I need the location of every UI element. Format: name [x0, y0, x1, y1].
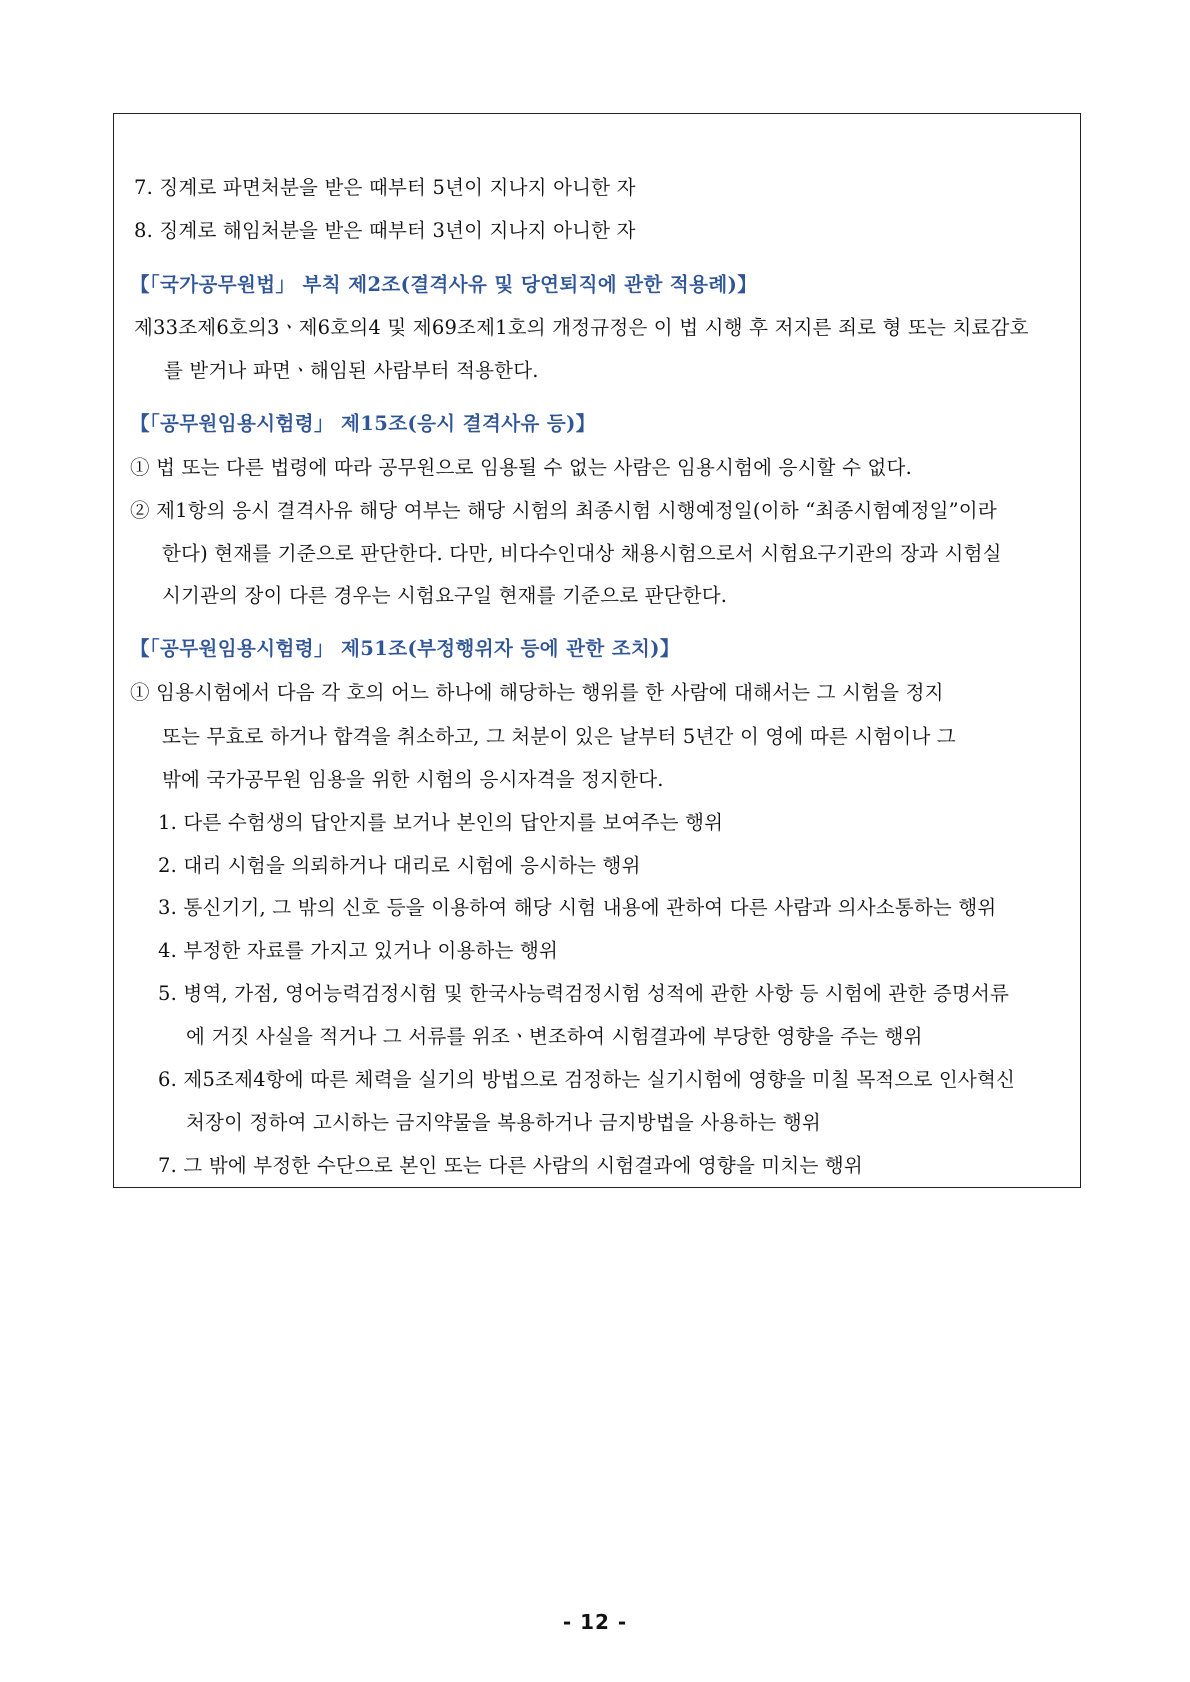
paragraph-line: ② 제1항의 응시 결격사유 해당 여부는 해당 시험의 최종시험 시행예정일(이하 “최종시험예정일”이라: [130, 499, 997, 522]
paragraph-line: 밖에 국가공무원 임용을 위한 시험의 응시자격을 정지한다.: [162, 768, 664, 791]
list-item: 7. 그 밖에 부정한 수단으로 본인 또는 다른 사람의 시험결과에 영향을 미치는 행위: [158, 1154, 863, 1177]
list-item: 8. 징계로 해임처분을 받은 때부터 3년이 지나지 아니한 자: [134, 219, 636, 242]
page-number: - 12 -: [562, 1610, 628, 1634]
section-heading: 【「공무원임용시험령」 제51조(부정행위자 등에 관한 조치)】: [130, 637, 680, 660]
list-item-continuation: 처장이 정하여 고시하는 금지약물을 복용하거나 금지방법을 사용하는 행위: [186, 1111, 821, 1134]
list-item: 4. 부정한 자료를 가지고 있거나 이용하는 행위: [158, 939, 559, 962]
list-item: 1. 다른 수험생의 답안지를 보거나 본인의 답안지를 보여주는 행위: [158, 811, 724, 834]
section-heading: 【「국가공무원법」 부칙 제2조(결격사유 및 당연퇴직에 관한 적용례)】: [130, 273, 758, 296]
list-item: 2. 대리 시험을 의뢰하거나 대리로 시험에 응시하는 행위: [158, 854, 641, 877]
list-item: 7. 징계로 파면처분을 받은 때부터 5년이 지나지 아니한 자: [134, 176, 636, 199]
list-item: 3. 통신기기, 그 밖의 신호 등을 이용하여 해당 시험 내용에 관하여 다른 사람과 의사소통하는 행위: [158, 896, 997, 919]
paragraph-line: 또는 무효로 하거나 합격을 취소하고, 그 처분이 있은 날부터 5년간 이 영에 따른 시험이나 그: [162, 725, 956, 748]
paragraph-line: ① 임용시험에서 다음 각 호의 어느 하나에 해당하는 행위를 한 사람에 대해서는 그 시험을 정지: [130, 681, 944, 704]
list-item: 6. 제5조제4항에 따른 체력을 실기의 방법으로 검정하는 실기시험에 영향을 미칠 목적으로 인사혁신: [158, 1068, 1016, 1091]
paragraph-line: 시기관의 장이 다른 경우는 시험요구일 현재를 기준으로 판단한다.: [162, 584, 728, 607]
paragraph-line: 를 받거나 파면ㆍ해임된 사람부터 적용한다.: [164, 359, 539, 382]
paragraph-line: 제33조제6호의3ㆍ제6호의4 및 제69조제1호의 개정규정은 이 법 시행 후 저지른 죄로 형 또는 치료감호: [134, 316, 1029, 339]
paragraph-line: 한다) 현재를 기준으로 판단한다. 다만, 비다수인대상 채용시험으로서 시험요구기관의 장과 시험실: [162, 542, 1002, 565]
list-item: 5. 병역, 가점, 영어능력검정시험 및 한국사능력검정시험 성적에 관한 사항 등 시험에 관한 증명서류: [158, 982, 1010, 1005]
section-heading: 【「공무원임용시험령」 제15조(응시 결격사유 등)】: [130, 412, 596, 435]
paragraph-line: ① 법 또는 다른 법령에 따라 공무원으로 임용될 수 없는 사람은 임용시험에 응시할 수 없다.: [130, 456, 912, 479]
list-item-continuation: 에 거짓 사실을 적거나 그 서류를 위조ㆍ변조하여 시험결과에 부당한 영향을 주는 행위: [186, 1025, 923, 1048]
